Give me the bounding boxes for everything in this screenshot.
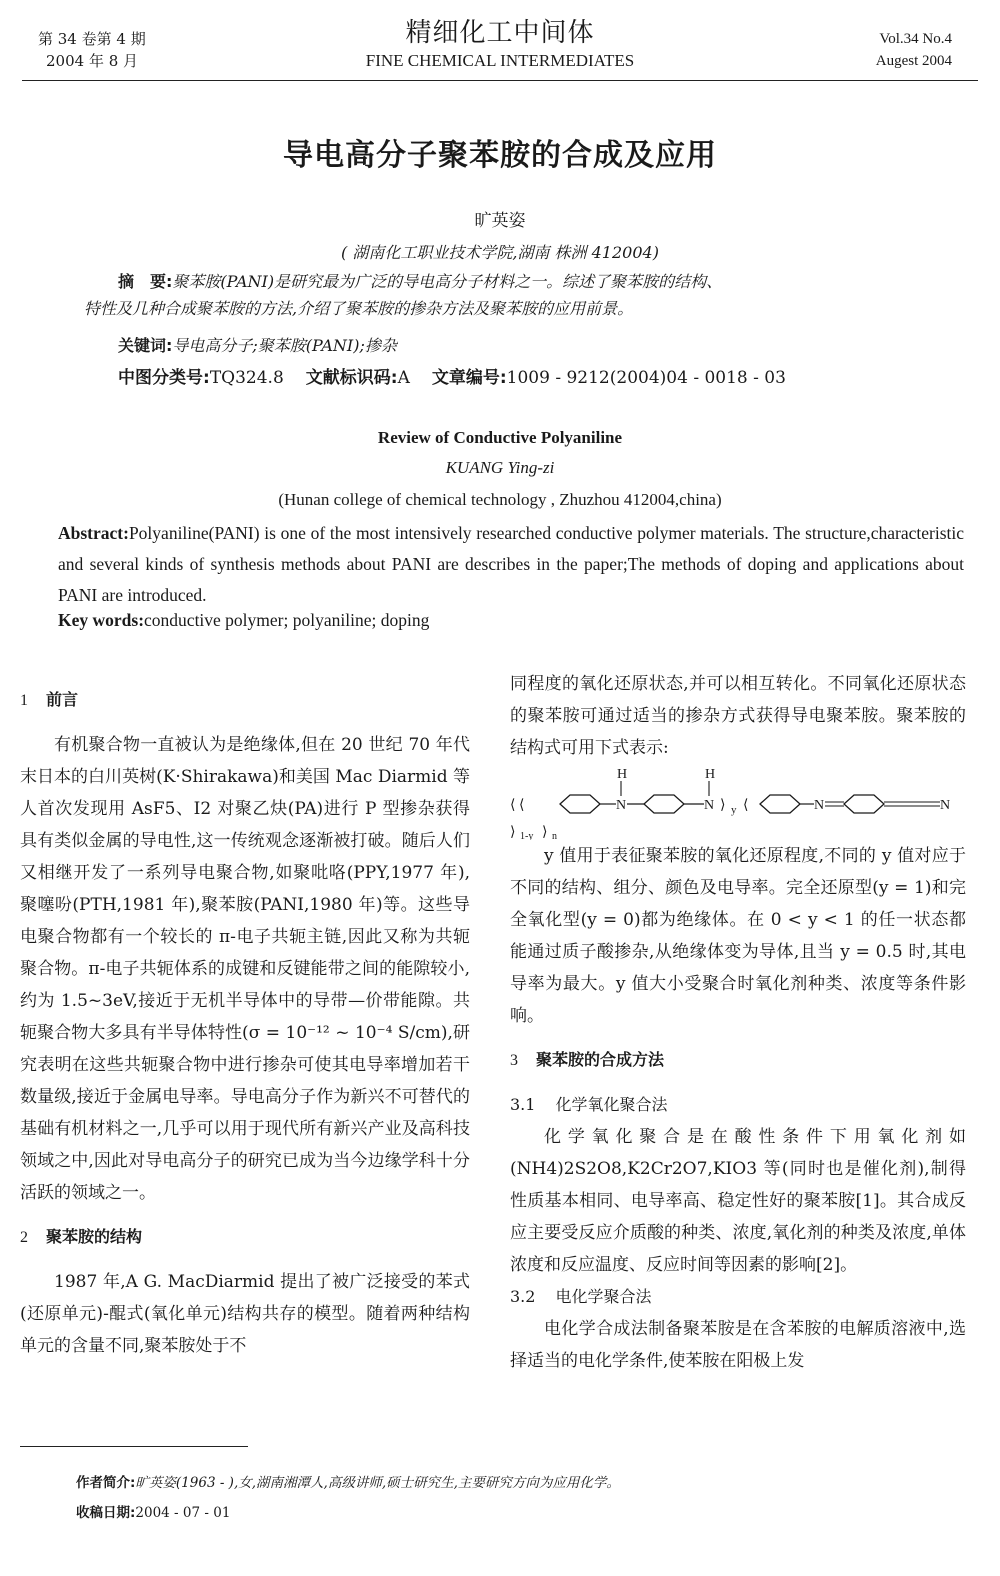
quinoid-ring bbox=[844, 795, 884, 813]
section-3-2-title: 电化学聚合法 bbox=[555, 1287, 652, 1306]
section-2-y-paragraph: y 值用于表征聚苯胺的氧化还原程度,不同的 y 值对应于不同的结构、组分、颜色及电导率。完全还原型(y = 1)和完全氧化型(y = 0)都为绝缘体。在 0 < y < 1 的任一状态都能通过质子酸掺杂,从绝缘体变为导体,且当 y = 0.5 时,其电导率为最大。y 值大小受聚合时氧化剂种类、浓度等条件影响。 bbox=[510, 846, 966, 1026]
section-3-2-number: 3.2 bbox=[510, 1287, 536, 1306]
author-cn: 旷英姿 bbox=[474, 211, 526, 231]
section-2-number: 2 bbox=[20, 1229, 28, 1246]
header-volume-en bbox=[876, 28, 952, 72]
section-3-title: 聚苯胺的合成方法 bbox=[536, 1050, 665, 1069]
volume-en: Vol.34 No.4 bbox=[879, 31, 952, 47]
section-2-heading bbox=[20, 1221, 470, 1254]
section-3-1-paragraph: 化学氧化聚合是在酸性条件下用氧化剂如(NH4)2S2O8,K2Cr2O7,KIO3 等(同时也是催化剂),制得性质基本相同、电导率高、稳定性好的聚苯胺[1]。其合成反应主要受反应介质酸的种类、浓度,氧化剂的种类及浓度,单体浓度和反应温度、反应时间等因素的影响[2]。 bbox=[510, 1127, 966, 1275]
formula-bracket-open: ⟨ ⟨ bbox=[510, 798, 525, 813]
section-1-heading bbox=[20, 684, 470, 717]
header-volume-cn bbox=[38, 28, 146, 72]
formula-h1: H bbox=[617, 767, 628, 782]
abstract-en-label: Abstract: bbox=[58, 523, 129, 543]
section-1-title: 前言 bbox=[46, 690, 79, 709]
section-3-heading bbox=[510, 1044, 966, 1077]
section-3-1-heading bbox=[510, 1089, 966, 1121]
section-3-2-paragraph: 电化学合成法制备聚苯胺是在含苯胺的电解质溶液中,选择适当的电化学条件,使苯胺在阳极上发 bbox=[510, 1319, 966, 1371]
benzene-ring-3 bbox=[760, 795, 800, 813]
left-column bbox=[20, 684, 470, 1362]
formula-n2: N bbox=[704, 798, 715, 813]
formula-bracket-close-1: ⟩ bbox=[720, 798, 726, 813]
section-3-1-title: 化学氧化聚合法 bbox=[555, 1095, 668, 1114]
formula-n3: N bbox=[814, 798, 825, 813]
received-date bbox=[76, 1502, 956, 1524]
clc-label: 中图分类号: bbox=[118, 368, 210, 388]
author-bio-label: 作者简介: bbox=[76, 1475, 136, 1491]
section-3-2-heading bbox=[510, 1281, 966, 1313]
date-cn: 2004 年 8 月 bbox=[46, 52, 139, 70]
abstract-en bbox=[20, 518, 964, 611]
section-3-number: 3 bbox=[510, 1052, 518, 1069]
benzene-ring-1 bbox=[560, 795, 600, 813]
doc-code-label: 文献标识码: bbox=[305, 368, 398, 388]
volume-cn: 第 34 卷第 4 期 bbox=[38, 30, 146, 48]
formula-h2: H bbox=[705, 767, 716, 782]
journal-name-cn: 精细化工中间体 bbox=[405, 18, 595, 48]
formula-n4: N bbox=[940, 798, 951, 813]
date-en: Augest 2004 bbox=[875, 53, 952, 69]
abstract-en-para bbox=[20, 518, 964, 611]
paper-title-en: Review of Conductive Polyaniline bbox=[377, 428, 623, 447]
received-date-label: 收稿日期: bbox=[76, 1505, 136, 1521]
section-1-number: 1 bbox=[20, 692, 28, 709]
formula-bracket-close-3: ⟩ bbox=[542, 825, 548, 840]
affiliation-cn: ( 湖南化工职业技术学院,湖南 株洲 412004) bbox=[341, 243, 659, 262]
author-bio bbox=[76, 1472, 956, 1494]
section-2-title: 聚苯胺的结构 bbox=[46, 1227, 143, 1246]
paper-title-cn: 导电高分子聚苯胺的合成及应用 bbox=[283, 138, 717, 173]
abstract-en-text: Polyaniline(PANI) is one of the most intensively researched conductive polymer materials. The structure,characteristic and several kinds of synthesis methods about PANI are describes in the paper;The methods of doping and applications about PANI are introduced. bbox=[58, 523, 964, 605]
formula-n1: N bbox=[616, 798, 627, 813]
benzene-ring-2 bbox=[644, 795, 684, 813]
section-1-paragraph: 有机聚合物一直被认为是绝缘体,但在 20 世纪 70 年代末日本的白川英树(K·Shirakawa)和美国 Mac Diarmid 等人首次发现用 AsF5、I2 对聚乙炔(PA)进行 P 型掺杂获得具有类似金属的导电性,这一传统观念逐渐被打破。随后人们又相继开发了一系列导电聚合物,如聚吡咯(PPY,1977 年),聚噻吩(PTH,1981 年),聚苯胺(PANI,1980 年)等。这些导电聚合物都有一个较长的 π-电子共轭主链,因此又称为共轭聚合物。π-电子共轭体系的成键和反键能带之间的能隙较小,约为 1.5~3eV,接近于无机半导体中的导带—价带能隙。共轭聚合物大多具有半导体特性(σ = 10⁻¹² ~ 10⁻⁴ S/cm),研究表明在这些共轭聚合物中进行掺杂可使其电导率增加若干数量级,接近于金属电导率。导电高分子作为新兴不可替代的基础有机材料之一,几乎可以用于现代所有新兴产业及高科技领域之中,因此对导电高分子的研究已成为当今边缘学科十分活跃的领域之一。 bbox=[20, 735, 470, 1203]
formula-sub-1y: 1-y bbox=[520, 831, 534, 840]
classification-line bbox=[118, 364, 786, 392]
journal-name-en: FINE CHEMICAL INTERMEDIATES bbox=[365, 51, 635, 70]
abstract-cn bbox=[84, 268, 924, 322]
right-column bbox=[510, 668, 966, 1377]
abstract-cn-line2: 特性及几种合成聚苯胺的方法,介绍了聚苯胺的掺杂方法及聚苯胺的应用前景。 bbox=[84, 299, 634, 318]
author-bio-text: 旷英姿(1963 - ),女,湖南湘潭人,高级讲师,硕士研究生,主要研究方向为应用化学。 bbox=[135, 1475, 620, 1491]
article-number-label: 文章编号: bbox=[431, 368, 507, 388]
abstract-cn-text1: 聚苯胺(PANI)是研究最为广泛的导电高分子材料之一。综述了聚苯胺的结构、 bbox=[172, 272, 723, 291]
section-3-1-number: 3.1 bbox=[510, 1095, 536, 1114]
polyaniline-formula bbox=[510, 764, 966, 840]
keywords-cn-label: 关键词: bbox=[118, 336, 173, 355]
abstract-cn-line1 bbox=[84, 268, 924, 295]
author-en: KUANG Ying-zi bbox=[445, 458, 555, 477]
clc-code: TQ324.8 bbox=[209, 368, 284, 388]
affiliation-en: (Hunan college of chemical technology , Zhuzhou 412004,china) bbox=[278, 490, 722, 509]
keywords-en-text: conductive polymer; polyaniline; doping bbox=[144, 610, 430, 630]
doc-code: A bbox=[397, 368, 410, 388]
formula-n: n bbox=[552, 831, 557, 840]
footnote-rule bbox=[20, 1446, 248, 1447]
section-2-continued: 同程度的氧化还原状态,并可以相互转化。不同氧化还原状态的聚苯胺可通过适当的掺杂方式获得导电聚苯胺。聚苯胺的结构式可用下式表示: bbox=[510, 674, 966, 758]
keywords-cn bbox=[118, 332, 397, 360]
keywords-cn-text: 导电高分子;聚苯胺(PANI);掺杂 bbox=[172, 336, 397, 355]
received-date-text: 2004 - 07 - 01 bbox=[135, 1505, 231, 1521]
journal-name bbox=[300, 16, 700, 72]
keywords-en-label: Key words: bbox=[58, 610, 145, 630]
keywords-en bbox=[58, 610, 429, 631]
article-number: 1009 - 9212(2004)04 - 0018 - 03 bbox=[506, 368, 786, 388]
header-rule bbox=[22, 80, 978, 81]
formula-bracket-open-2: ⟨ bbox=[743, 798, 749, 813]
section-2-paragraph: 1987 年,A G. MacDiarmid 提出了被广泛接受的苯式(还原单元)-醌式(氧化单元)结构共存的模型。随着两种结构单元的含量不同,聚苯胺处于不 bbox=[20, 1272, 470, 1356]
formula-bracket-close-2: ⟩ bbox=[510, 825, 516, 840]
abstract-cn-label: 摘 要: bbox=[118, 272, 173, 291]
formula-y: y bbox=[731, 804, 737, 816]
